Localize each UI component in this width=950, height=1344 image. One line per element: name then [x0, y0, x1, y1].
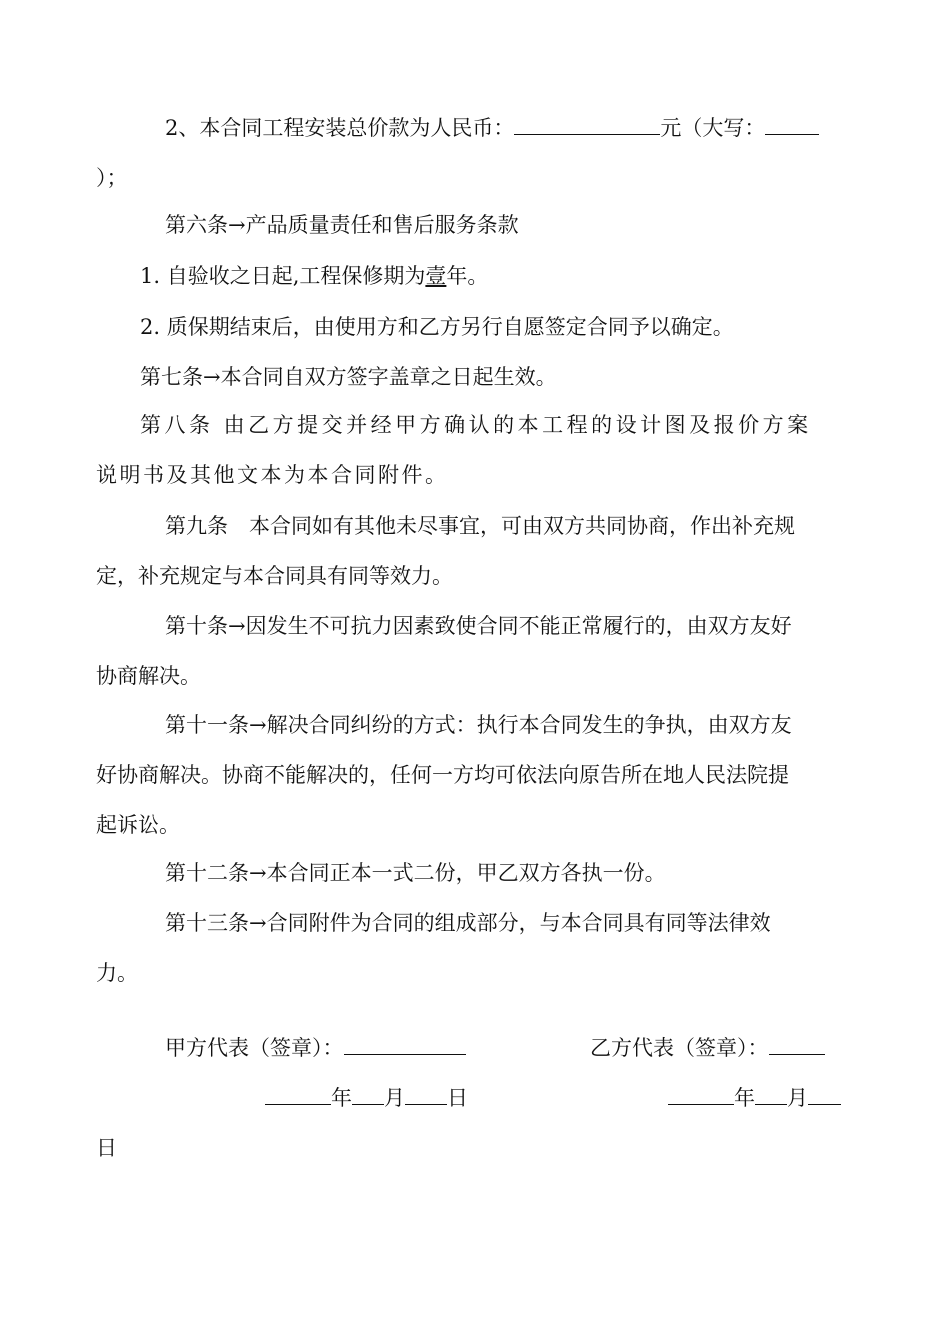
- price-clause-close: ）；: [96, 166, 128, 190]
- price-clause-line: [165, 114, 819, 142]
- party-b-year-label: 年: [734, 1086, 755, 1110]
- party-b-signature-blank: [769, 1034, 825, 1055]
- party-b-day-blank: [808, 1084, 841, 1105]
- party-b-year-blank: [668, 1084, 734, 1105]
- party-a-month-label: 月: [384, 1086, 405, 1110]
- party-b-signature: [590, 1034, 825, 1062]
- article-13-line-2: 力。: [96, 961, 138, 985]
- article-6-heading: 第六条→产品质量责任和售后服务条款: [165, 213, 519, 237]
- article-10-line-1: 第十条→因发生不可抗力因素致使合同不能正常履行的，由双方友好: [165, 614, 792, 638]
- warranty-years-value: 壹: [425, 264, 447, 288]
- party-a-signature-blank: [344, 1034, 466, 1055]
- price-clause-text: 2、本合同工程安装总价款为人民币：: [165, 116, 515, 140]
- party-b-month-label: 月: [787, 1086, 808, 1110]
- party-a-month-blank: [352, 1084, 384, 1105]
- article-8-line-2: 说明书及其他文本为本合同附件。: [96, 463, 449, 487]
- party-b-day-label-wrapped: 日: [96, 1136, 117, 1160]
- article-6-item-2: 2. 质保期结束后，由使用方和乙方另行自愿签定合同予以确定。: [140, 315, 734, 339]
- party-b-label: 乙方代表（签章）：: [590, 1036, 769, 1060]
- article-9-line-2: 定，补充规定与本合同具有同等效力。: [96, 564, 453, 588]
- article-9-line-1: 第九条 本合同如有其他未尽事宜，可由双方共同协商，作出补充规: [165, 514, 795, 538]
- article-11-line-1: 第十一条→解决合同纠纷的方式：执行本合同发生的争执，由双方友: [165, 713, 792, 737]
- price-amount-blank: [514, 114, 660, 135]
- article-6-item-1: [140, 262, 488, 290]
- party-a-date: [265, 1084, 468, 1112]
- party-a-label: 甲方代表（签章）：: [165, 1036, 344, 1060]
- article-10-line-2: 协商解决。: [96, 664, 201, 688]
- article-12: 第十二条→本合同正本一式二份，甲乙双方各执一份。: [165, 861, 666, 885]
- article-11-line-3: 起诉讼。: [96, 813, 180, 837]
- party-a-year-label: 年: [331, 1086, 352, 1110]
- article-8-line-1: 第八条 由乙方提交并经甲方确认的本工程的设计图及报价方案: [140, 413, 812, 437]
- party-b-date: [668, 1084, 841, 1112]
- party-a-day-label: 日: [447, 1086, 468, 1110]
- article-6-item-1-text: 1. 自验收之日起,工程保修期为: [140, 264, 426, 288]
- article-7: 第七条→本合同自双方签字盖章之日起生效。: [140, 365, 557, 389]
- party-a-year-blank: [265, 1084, 331, 1105]
- price-clause-uppercase-label: 元（大写：: [660, 116, 766, 140]
- article-13-line-1: 第十三条→合同附件为合同的组成部分，与本合同具有同等法律效: [165, 911, 771, 935]
- price-uppercase-blank: [765, 114, 819, 135]
- party-a-signature: [165, 1034, 466, 1062]
- party-b-month-blank: [755, 1084, 787, 1105]
- party-a-day-blank: [405, 1084, 447, 1105]
- article-11-line-2: 好协商解决。协商不能解决的，任何一方均可依法向原告所在地人民法院提: [96, 763, 789, 787]
- article-6-item-1-end: 年。: [446, 264, 489, 288]
